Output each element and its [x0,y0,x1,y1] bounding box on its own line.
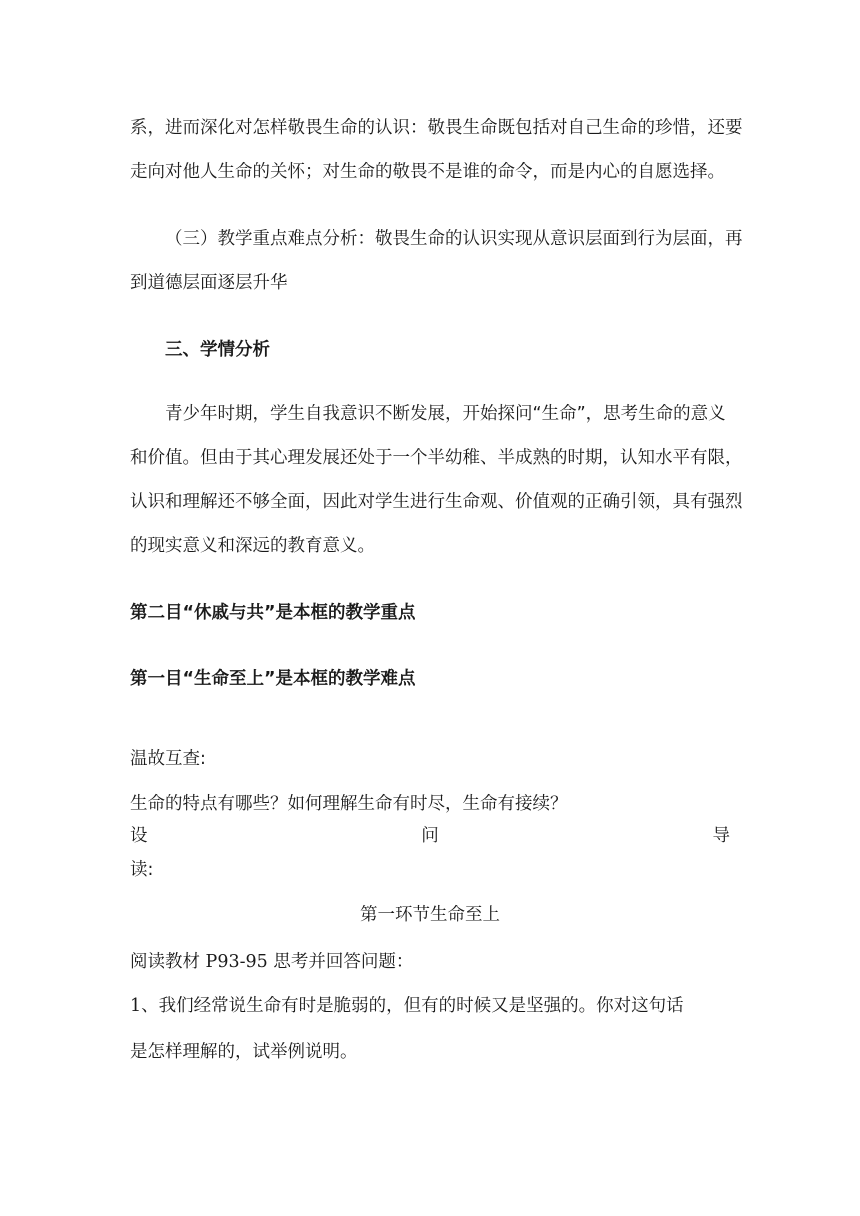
question-line: 1、我们经常说生命有时是脆弱的，但有的时候又是坚强的。你对这句话 [130,996,684,1016]
review-heading: 温故互查: [130,749,206,769]
guided-reading-char: 导 [712,826,730,846]
difficult-focus-statement: 第一目“生命至上”是本框的教学难点 [130,669,416,689]
step-title: 第一环节生命至上 [360,905,500,925]
paragraph-line: 系，进而深化对怎样敬畏生命的认识：敬畏生命既包括对自己生命的珍惜，还要 [130,118,743,138]
key-points-line: （三）教学重点难点分析：敬畏生命的认识实现从意识层面到行为层面，再 [165,229,743,249]
section-heading: 三、学情分析 [165,340,270,360]
key-focus-statement: 第二目“休戚与共”是本框的教学重点 [130,603,416,623]
reading-instruction: 阅读教材 P93-95 思考并回答问题： [130,952,414,972]
guided-reading-heading [130,824,730,848]
paragraph-line: 认识和理解还不够全面，因此对学生进行生命观、价值观的正确引领，具有强烈 [130,492,743,512]
paragraph-line: 走向对他人生命的关怀；对生命的敬畏不是谁的命令，而是内心的自愿选择。 [130,162,725,182]
paragraph-line: 的现实意义和深远的教育意义。 [130,536,375,556]
key-points-line: 到道德层面逐层升华 [130,273,288,293]
paragraph-line: 和价值。但由于其心理发展还处于一个半幼稚、半成熟的时期，认知水平有限， [130,448,743,468]
guided-reading-char: 设 [130,826,148,846]
review-question: 生命的特点有哪些？如何理解生命有时尽，生命有接续？ [130,794,568,814]
question-line: 是怎样理解的，试举例说明。 [130,1042,358,1062]
paragraph-line: 青少年时期，学生自我意识不断发展，开始探问“生命”，思考生命的意义 [165,404,726,424]
guided-reading-char: 问 [421,826,439,846]
guided-reading-tail: 读: [130,860,154,880]
